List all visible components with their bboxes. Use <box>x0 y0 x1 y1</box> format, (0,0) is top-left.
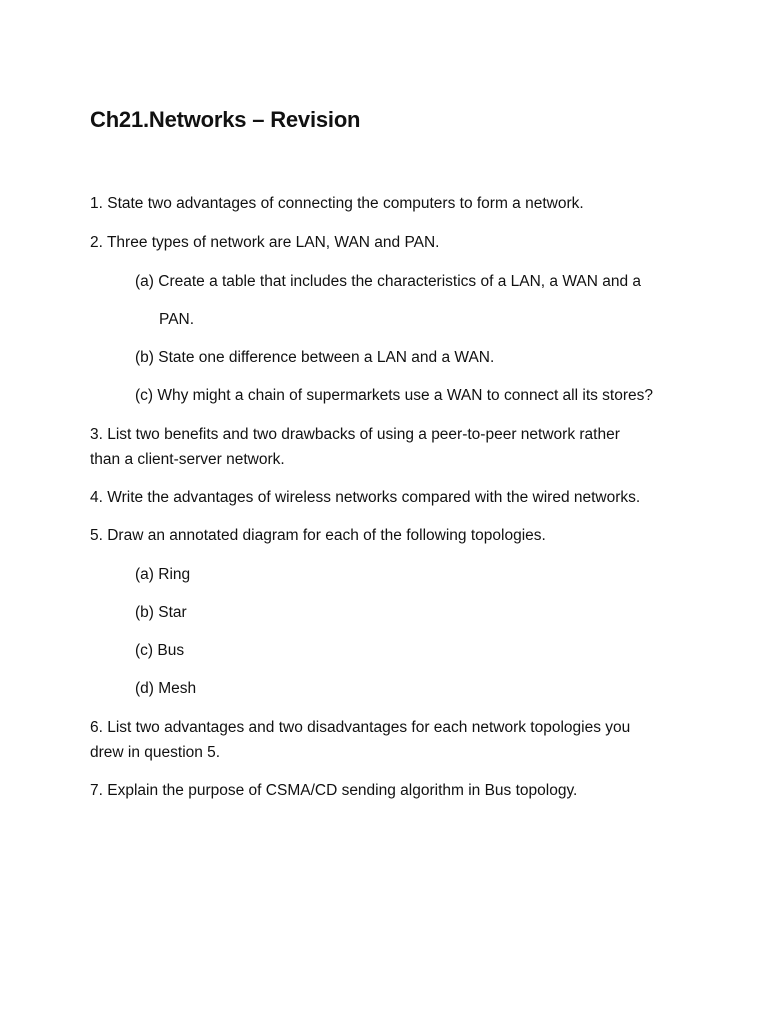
question-2a-continued: PAN. <box>159 311 195 328</box>
question-2: 2. Three types of network are LAN, WAN and PAN. <box>90 234 440 251</box>
question-2b: (b) State one difference between a LAN and a WAN. <box>135 349 495 366</box>
question-2c: (c) Why might a chain of supermarkets use a WAN to connect all its stores? <box>135 387 654 404</box>
question-3: 3. List two benefits and two drawbacks of using a peer-to-peer network rather <box>90 426 620 443</box>
question-5d: (d) Mesh <box>135 680 197 697</box>
question-1: 1. State two advantages of connecting the computers to form a network. <box>90 195 584 212</box>
question-4: 4. Write the advantages of wireless networks compared with the wired networks. <box>90 489 641 506</box>
question-3-continued: than a client-server network. <box>90 451 285 468</box>
question-2a: (a) Create a table that includes the characteristics of a LAN, a WAN and a <box>135 273 642 290</box>
question-5b: (b) Star <box>135 604 187 621</box>
page-title: Ch21.Networks – Revision <box>90 107 361 132</box>
question-5a: (a) Ring <box>135 566 191 583</box>
question-6: 6. List two advantages and two disadvantages for each network topologies you <box>90 719 631 736</box>
question-7: 7. Explain the purpose of CSMA/CD sending algorithm in Bus topology. <box>90 782 578 799</box>
question-5c: (c) Bus <box>135 642 185 659</box>
question-5: 5. Draw an annotated diagram for each of the following topologies. <box>90 527 546 544</box>
question-6-continued: drew in question 5. <box>90 744 221 761</box>
